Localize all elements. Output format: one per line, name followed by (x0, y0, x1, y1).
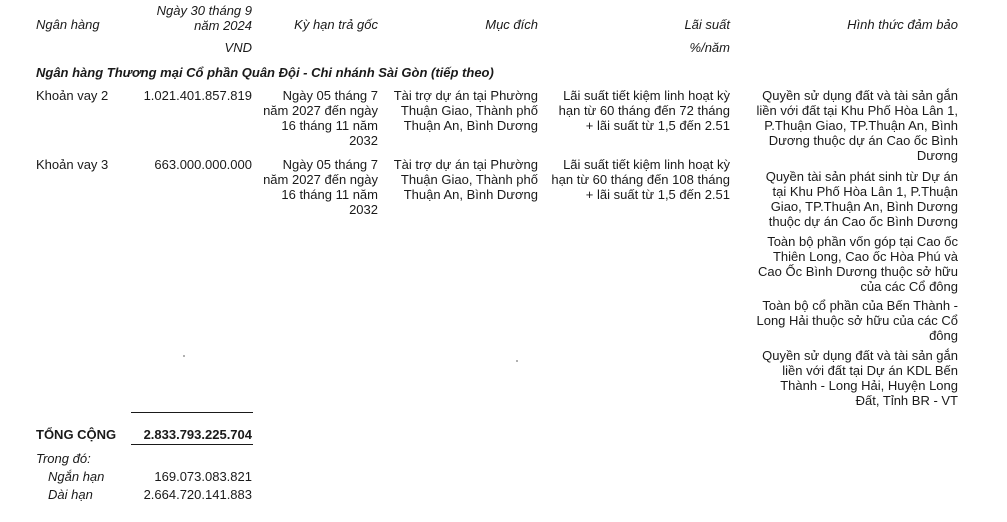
header-term: Kỳ hạn trả gốc (294, 17, 378, 32)
loan-term-line: 2032 (349, 133, 378, 148)
loan-term-line: năm 2027 đến ngày (263, 172, 378, 187)
loan-rate-line: hạn từ 60 tháng đến 72 tháng (558, 103, 730, 118)
total-bottom-rule (131, 444, 253, 445)
loan-purpose-line: Thuận An, Bình Dương (403, 187, 538, 202)
including-label: Trong đó: (36, 451, 91, 466)
loan-rate-line: Lãi suất tiết kiệm linh hoạt kỳ (563, 157, 730, 172)
header-rate: Lãi suất (684, 17, 730, 32)
loan-term-line: 2032 (349, 202, 378, 217)
header-purpose: Mục đích (485, 17, 538, 32)
collateral-line: Thành - Long Hải, Huyện Long (780, 378, 958, 393)
header-date (140, 3, 252, 33)
long-term-amount: 2.664.720.141.883 (143, 487, 252, 502)
header-collateral: Hình thức đảm bảo (847, 17, 958, 32)
collateral-line: thuộc dự án Cao ốc Bình Dương (768, 214, 958, 229)
loan-purpose-line: Thuận Giao, Thành phố (400, 103, 538, 118)
loan-amount: 1.021.401.857.819 (143, 88, 252, 103)
collateral-line: tại Khu Phố Hòa Lân 1, P.Thuận (772, 184, 958, 199)
collateral-item (750, 348, 958, 408)
short-term-label: Ngắn hạn (48, 469, 105, 484)
collateral-line: đông (929, 328, 958, 343)
collateral-line: Dương (916, 148, 958, 163)
long-term-label: Dài hạn (48, 487, 93, 502)
collateral-line: Đất, Tỉnh BR - VT (855, 393, 958, 408)
collateral-line: Toàn bộ cổ phần của Bến Thành - (762, 298, 958, 313)
loan-label: Khoản vay 3 (36, 157, 109, 172)
collateral-line: Quyền sử dụng đất và tài sản gắn (762, 348, 958, 363)
scan-speck (183, 355, 185, 357)
header-rate-unit: %/năm (689, 40, 730, 55)
loan-purpose-line: Thuận An, Bình Dương (403, 118, 538, 133)
collateral-line: Giao, TP.Thuận An, Bình Dương (770, 199, 958, 214)
loan-rate-line: Lãi suất tiết kiệm linh hoạt kỳ (563, 88, 730, 103)
loan-purpose-line: Tài trợ dự án tại Phường (393, 157, 538, 172)
total-top-rule (131, 412, 253, 413)
short-term-amount: 169.073.083.821 (154, 469, 252, 484)
loan-term-line: 16 tháng 11 năm (281, 187, 378, 202)
total-label: TỔNG CỘNG (36, 427, 117, 442)
total-amount: 2.833.793.225.704 (143, 427, 252, 442)
collateral-item (750, 234, 958, 294)
collateral-item (750, 169, 958, 229)
loan-rate-line: + lãi suất từ 1,5 đến 2.51 (585, 187, 730, 202)
collateral-line: Long Hải thuộc sở hữu của các Cổ (756, 313, 958, 328)
loan-term (256, 88, 378, 148)
loan-rate-line: hạn từ 60 tháng đến 108 tháng (551, 172, 730, 187)
loan-term (256, 157, 378, 217)
loan-label: Khoản vay 2 (36, 88, 109, 103)
collateral-line: Thiên Long, Cao ốc Hòa Phú và (772, 249, 958, 264)
collateral-line: liền với đất tại Dự án KDL Bến (782, 363, 958, 378)
loan-term-line: năm 2027 đến ngày (263, 103, 378, 118)
loan-purpose (386, 157, 538, 202)
collateral-item (750, 88, 958, 163)
loan-purpose-line: Thuận Giao, Thành phố (400, 172, 538, 187)
collateral-line: Quyền tài sản phát sinh từ Dự án (765, 169, 958, 184)
collateral-line: Cao Ốc Bình Dương thuộc sở hữu (758, 264, 958, 279)
loan-rate-line: + lãi suất từ 1,5 đến 2.51 (585, 118, 730, 133)
loan-term-line: 16 tháng 11 năm (281, 118, 378, 133)
loan-rate (550, 157, 730, 202)
collateral-line: Toàn bộ phần vốn góp tại Cao ốc (767, 234, 958, 249)
loan-purpose-line: Tài trợ dự án tại Phường (393, 88, 538, 103)
header-date-line2: năm 2024 (194, 18, 252, 33)
loan-term-line: Ngày 05 tháng 7 (282, 157, 378, 172)
collateral-line: P.Thuận Giao, TP.Thuận An, Bình (764, 118, 958, 133)
header-currency: VND (224, 40, 252, 55)
collateral-item (750, 298, 958, 343)
scan-speck (516, 360, 518, 362)
collateral-line: Quyền sử dụng đất và tài sản gắn (762, 88, 958, 103)
loan-amount: 663.000.000.000 (154, 157, 252, 172)
section-title: Ngân hàng Thương mại Cổ phần Quân Đội - Chi nhánh Sài Gòn (tiếp theo) (36, 65, 494, 80)
header-date-line1: Ngày 30 tháng 9 (156, 3, 252, 18)
loan-term-line: Ngày 05 tháng 7 (282, 88, 378, 103)
collateral-line: Dương thuộc dự án Cao ốc Bình (768, 133, 958, 148)
loan-rate (550, 88, 730, 133)
collateral-line: của các Cổ đông (860, 279, 958, 294)
header-bank: Ngân hàng (36, 17, 100, 32)
loan-purpose (386, 88, 538, 133)
collateral-line: liền với đất tại Khu Phố Hòa Lân 1, (756, 103, 958, 118)
